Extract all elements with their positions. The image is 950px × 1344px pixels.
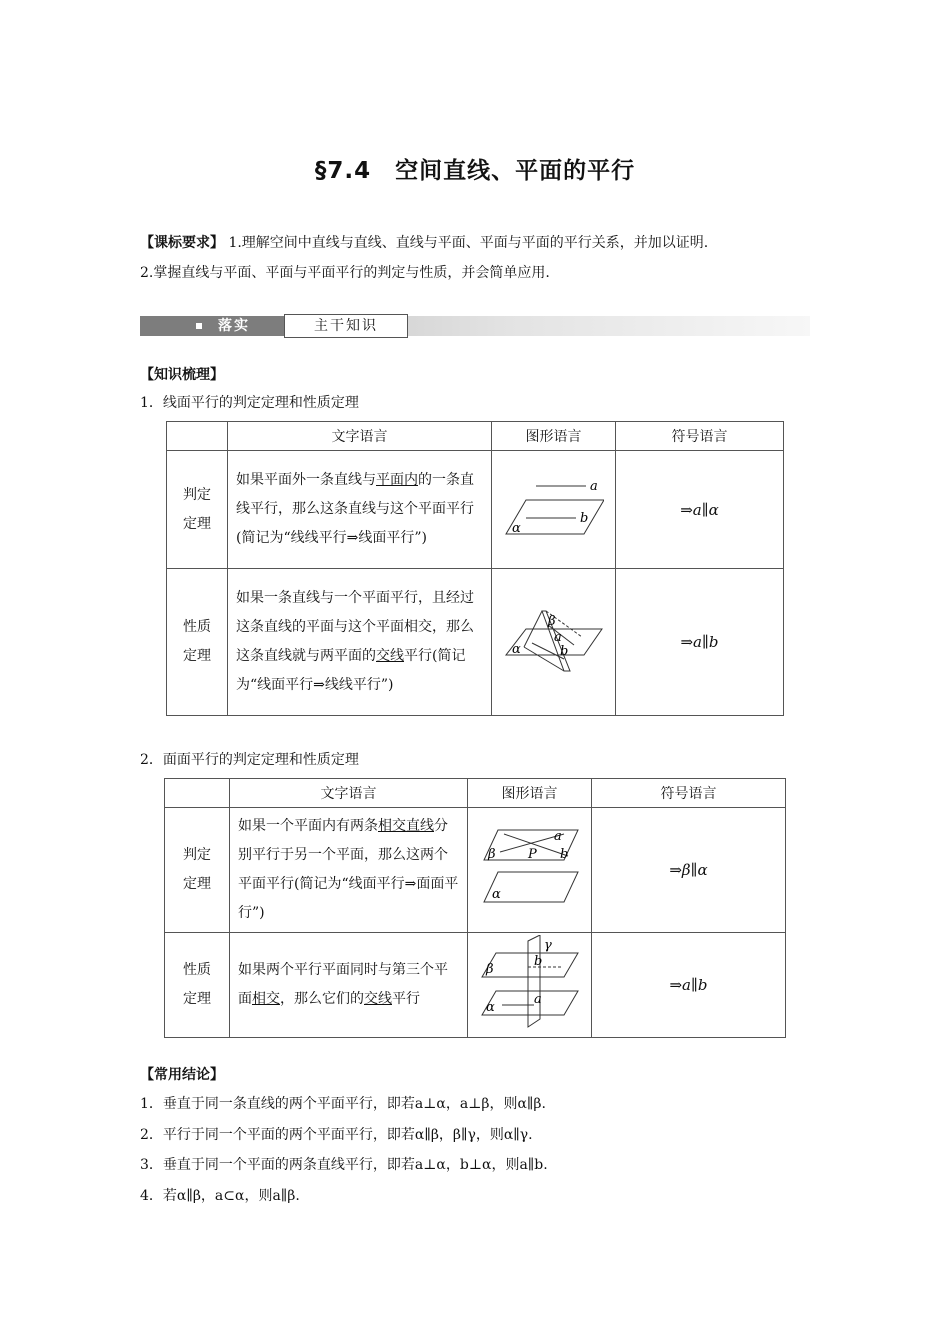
- table-header-row: [165, 779, 786, 808]
- svg-text:α: α: [485, 1000, 495, 1015]
- underlined-term: 相交直线: [378, 818, 434, 834]
- svg-text:β: β: [547, 614, 556, 629]
- header-symbol-language: 符号语言: [592, 779, 786, 808]
- conclusion-item-3: 3．垂直于同一个平面的两条直线平行，即若a⊥α，b⊥α，则a∥b.: [140, 1157, 548, 1173]
- table-row: [165, 933, 786, 1038]
- conclusion-item-1: 1．垂直于同一条直线的两个平面平行，即若a⊥α，a⊥β，则α∥β.: [140, 1096, 546, 1112]
- table-row: [167, 569, 784, 716]
- plane-plane-property-figure: [480, 935, 580, 1031]
- header-text-language: 文字语言: [228, 422, 492, 451]
- row-text: 如果一条直线与一个平面平行，且经过这条直线的平面与这个平面相交，那么这条直线就与两平面的交线平行(简记为“线面平行⇒线线平行”): [228, 569, 492, 716]
- svg-text:b: b: [579, 510, 588, 526]
- banner-label-right: 主干知识: [284, 314, 408, 338]
- row-symbol: ⇒β∥α: [592, 808, 786, 933]
- svg-text:a: a: [553, 630, 562, 645]
- banner-label-left: 落实: [218, 318, 250, 334]
- header-empty: [167, 422, 228, 451]
- header-figure-language: 图形语言: [468, 779, 592, 808]
- row-label: 判定 定理: [167, 451, 228, 569]
- line-plane-parallel-figure: [504, 478, 604, 538]
- row-figure: [468, 808, 592, 933]
- row-text: 如果两个平行平面同时与第三个平面相交，那么它们的交线平行: [230, 933, 468, 1038]
- requirement-line-2: [140, 262, 820, 284]
- row-symbol: ⇒a∥b: [616, 569, 784, 716]
- row-label: 性质 定理: [167, 569, 228, 716]
- requirement-text-2: 2.掌握直线与平面、平面与平面平行的判定与性质，并会简单应用.: [140, 265, 550, 281]
- line-plane-property-figure: [504, 605, 604, 675]
- row-symbol: ⇒a∥b: [592, 933, 786, 1038]
- row-text: 如果一个平面内有两条相交直线分别平行于另一个平面，那么这两个平面平行(简记为“线面平行⇒面面平行”): [230, 808, 468, 933]
- row-figure: [468, 933, 592, 1038]
- banner-square-icon: [196, 323, 202, 329]
- conclusion-item-4: 4．若α∥β，a⊂α，则a∥β.: [140, 1188, 300, 1204]
- svg-text:P: P: [527, 847, 537, 862]
- plane-plane-criterion-figure: [480, 826, 580, 910]
- row-label: 性质 定理: [165, 933, 230, 1038]
- underlined-term: 平面内: [376, 472, 418, 488]
- row-label: 判定 定理: [165, 808, 230, 933]
- header-figure-language: 图形语言: [492, 422, 616, 451]
- requirement-text-1: 1.理解空间中直线与直线、直线与平面、平面与平面的平行关系，并加以证明.: [228, 235, 709, 251]
- underlined-term: 交线: [364, 991, 392, 1007]
- row-figure: [492, 569, 616, 716]
- header-empty: [165, 779, 230, 808]
- svg-text:b: b: [559, 644, 568, 659]
- svg-text:γ: γ: [543, 938, 552, 953]
- row-figure: [492, 451, 616, 569]
- requirement-line-1: [140, 232, 820, 254]
- svg-text:b: b: [533, 954, 542, 969]
- svg-text:a: a: [553, 829, 562, 844]
- svg-text:β: β: [485, 962, 494, 977]
- header-symbol-language: 符号语言: [616, 422, 784, 451]
- svg-text:α: α: [491, 887, 501, 902]
- svg-text:b: b: [559, 847, 568, 862]
- row-symbol: ⇒a∥α: [616, 451, 784, 569]
- table-header-row: [167, 422, 784, 451]
- svg-text:a: a: [533, 992, 542, 1007]
- knowledge-label: 【知识梳理】: [140, 367, 224, 383]
- svg-text:β: β: [487, 847, 496, 862]
- conclusion-item-2: 2．平行于同一个平面的两个平面平行，即若α∥β，β∥γ，则α∥γ.: [140, 1127, 533, 1143]
- table-row: [167, 451, 784, 569]
- page-title: §7.4 空间直线、平面的平行: [314, 158, 636, 184]
- table-plane-plane: [164, 778, 786, 1038]
- knowledge-item-2: 2．面面平行的判定定理和性质定理: [140, 752, 359, 768]
- underlined-term: 交线: [376, 648, 404, 664]
- table-line-plane: [166, 421, 784, 716]
- svg-text:a: a: [589, 478, 598, 494]
- knowledge-item-1: 1．线面平行的判定定理和性质定理: [140, 395, 359, 411]
- row-text: 如果平面外一条直线与平面内的一条直线平行，那么这条直线与这个平面平行(简记为“线线平行⇒线面平行”): [228, 451, 492, 569]
- section-banner: [140, 314, 810, 338]
- svg-text:α: α: [511, 520, 521, 536]
- underlined-term: 相交: [252, 991, 280, 1007]
- header-text-language: 文字语言: [230, 779, 468, 808]
- conclusions-label: 【常用结论】: [140, 1067, 224, 1083]
- svg-text:α: α: [511, 642, 521, 657]
- table-row: [165, 808, 786, 933]
- requirements-label: 【课标要求】: [140, 235, 224, 251]
